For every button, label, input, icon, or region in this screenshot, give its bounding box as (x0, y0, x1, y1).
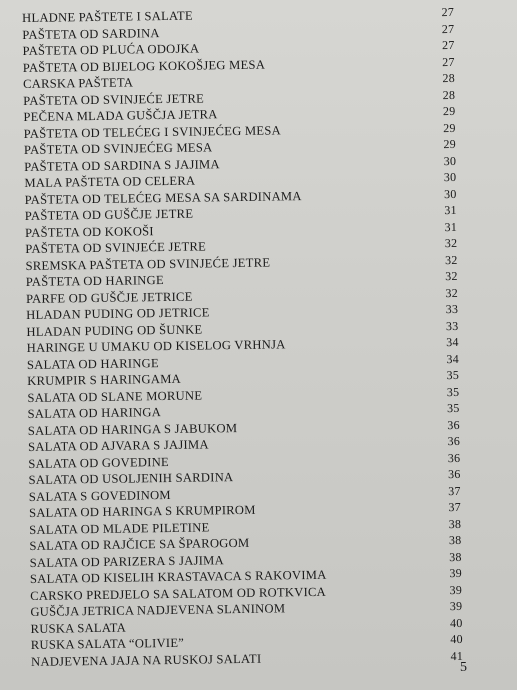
toc-entry-page: 31 (444, 202, 457, 218)
toc-entry-title: SALATA OD PARIZERA S JAJIMA (29, 552, 224, 570)
toc-entry-title: PAŠTETA OD SVINJEĆE JETRE (23, 90, 205, 108)
toc-entry-title: SALATA OD MLADE PILETINE (29, 519, 210, 537)
toc-entry-title: PAŠTETA OD TELEĆEG I SVINJEĆEG MESA (23, 122, 281, 141)
toc-entry-title: SALATA OD AJVARA S JAJIMA (27, 437, 209, 454)
toc-entry-title: PAŠTETA OD SVINJEĆE JETRE (25, 239, 207, 256)
toc-entry-page: 28 (442, 70, 456, 86)
toc-entry-page: 30 (443, 153, 457, 168)
toc-entry-page: 38 (449, 549, 462, 564)
toc-entry-title: KRUMPIR S HARINGAMA (27, 371, 182, 388)
toc-entry-title: SALATA OD HARINGA S KRUMPIROM (28, 502, 256, 520)
toc-entry-title: PAŠTETA OD KOKOŠI (24, 223, 154, 240)
toc-entry-page: 31 (444, 219, 458, 234)
toc-entry-title: CARSKO PREDJELO SA SALATOM OD ROTKVICA (30, 584, 327, 603)
toc-entry-page: 34 (446, 334, 459, 350)
toc-entry-page: 37 (448, 499, 462, 515)
toc-entry-title: SALATA OD RAJČICE SA ŠPAROGOM (29, 535, 250, 553)
toc-entry-page: 27 (441, 4, 455, 20)
toc-entry-page: 32 (444, 235, 458, 251)
toc-entry-title: MALA PAŠTETA OD CELERA (24, 173, 196, 190)
toc-entry-title: CARSKA PAŠTETA (22, 75, 134, 91)
toc-entry-title: GUŠČJA JETRICA NADJEVENA SLANINOM (30, 601, 286, 619)
toc-entry-page: 27 (441, 21, 455, 36)
toc-entry-title: RUSKA SALATA “OLIVIE” (30, 635, 185, 652)
toc-entry-title: SALATA OD HARINGA S JABUKOM (27, 420, 238, 438)
toc-entry-title: SALATA OD KISELIH KRASTAVACA S RAKOVIMA (29, 567, 327, 586)
toc-entry-page: 29 (443, 136, 456, 152)
toc-entry-title: SALATA OD USOLJENIH SARDINA (28, 470, 234, 487)
table-of-contents (22, 5, 463, 671)
toc-entry-page: 34 (446, 351, 459, 366)
toc-entry-page: 40 (450, 631, 463, 647)
toc-entry-page: 32 (444, 252, 458, 267)
toc-entry-title: SALATA OD HARINGE (26, 355, 160, 372)
toc-entry-title: HLADNE PAŠTETE I SALATE (22, 8, 193, 25)
toc-entry-page: 36 (447, 417, 460, 432)
toc-entry-page: 27 (441, 37, 455, 53)
toc-entry-page: 35 (446, 400, 460, 416)
toc-entry-title: HARINGE U UMAKU OD KISELOG VRHNJA (26, 337, 286, 355)
toc-entry-title: SREMSKA PAŠTETA OD SVINJEĆE JETRE (25, 255, 271, 273)
toc-entry-page: 41 (450, 648, 464, 663)
toc-entry-page: 36 (447, 433, 461, 449)
toc-entry-page: 39 (449, 565, 462, 581)
toc-entry-page: 39 (449, 582, 463, 597)
toc-entry-title: HLADAN PUDING OD JETRICE (26, 305, 210, 322)
toc-entry-title: PAŠTETA OD TELEĆEG MESA SA SARDINAMA (24, 188, 302, 207)
toc-entry-page: 27 (442, 54, 455, 69)
toc-entry-title: PAŠTETA OD GUŠČJE JETRE (24, 206, 194, 223)
toc-entry-title: SALATA OD GOVEDINE (28, 454, 170, 471)
toc-entry-title: NADJEVENA JAJA NA RUSKOJ SALATI (30, 651, 262, 669)
toc-entry-page: 38 (448, 532, 462, 548)
toc-entry-page: 33 (445, 318, 459, 333)
toc-entry-page: 36 (447, 466, 461, 482)
toc-entry-page: 29 (442, 103, 456, 119)
toc-entry-title: PAŠTETA OD PLUĆA ODOJKA (22, 41, 200, 58)
toc-entry-title: HLADAN PUDING OD ŠUNKE (26, 322, 203, 339)
toc-entry-page: 37 (448, 483, 461, 498)
toc-entry-title: PAŠTETA OD SVINJEĆEG MESA (23, 140, 213, 157)
toc-entry-page: 36 (447, 450, 461, 465)
toc-entry-page: 33 (445, 301, 459, 317)
toc-entry-title: PAŠTETA OD SARDINA S JAJIMA (24, 156, 220, 174)
toc-entry-page: 35 (446, 384, 460, 399)
toc-entry-title: PAŠTETA OD HARINGE (25, 273, 164, 289)
toc-entry-page: 32 (445, 285, 459, 300)
toc-entry-title: SALATA OD HARINGA (27, 405, 162, 421)
toc-entry-page: 28 (442, 87, 456, 102)
toc-entry-title: SALATA S GOVEDINOM (28, 487, 171, 504)
toc-entry-page: 39 (449, 598, 463, 614)
toc-entry-page: 29 (443, 120, 456, 135)
toc-entry-title: PARFE OD GUŠČJE JETRICE (25, 289, 193, 306)
toc-entry-page: 40 (449, 615, 463, 630)
page-number: 5 (460, 660, 467, 675)
toc-entry-page: 35 (446, 367, 460, 383)
toc-entry-title: SALATA OD SLANE MORUNE (27, 388, 203, 405)
toc-entry-title: PAŠTETA OD SARDINA (22, 25, 160, 42)
toc-entry-page: 30 (443, 169, 457, 185)
toc-entry-page: 30 (443, 186, 457, 201)
toc-entry-title: PAŠTETA OD BIJELOG KOKOŠJEG MESA (22, 57, 266, 75)
toc-entry-page: 32 (445, 268, 458, 284)
toc-entry-page: 38 (448, 516, 462, 531)
toc-entry-title: PEČENA MLADA GUŠČJA JETRA (23, 107, 218, 124)
toc-entry-title: RUSKA SALATA (30, 620, 127, 636)
